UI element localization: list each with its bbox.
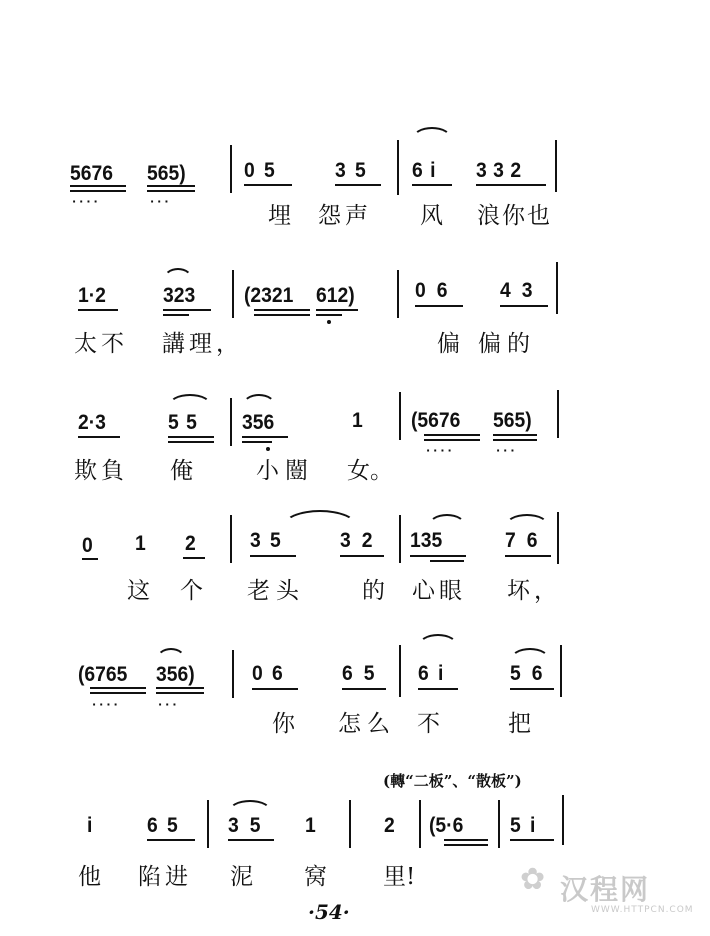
note-group: 356) [156, 663, 195, 686]
barline [399, 392, 401, 440]
note-group: 35 [250, 529, 290, 552]
beam-line [70, 190, 126, 192]
note-group: (6765 [78, 663, 128, 686]
note-group: 06 [415, 279, 459, 302]
note-group: 565) [147, 162, 186, 185]
lyric: 怨声 [318, 203, 372, 229]
barline [397, 140, 399, 195]
lyric: 太不 [74, 331, 128, 357]
beam-line [444, 844, 488, 846]
note-group: 0 [82, 534, 93, 557]
beam-line [163, 314, 189, 316]
barline [207, 800, 209, 848]
note-group: 2·3 [78, 411, 106, 434]
note-group: 2 [384, 814, 395, 837]
beam-line [70, 185, 126, 187]
beam-line [505, 555, 551, 557]
barline [399, 515, 401, 563]
note-group: 43 [500, 279, 544, 302]
beam-line [415, 305, 463, 307]
beam-line [412, 184, 452, 186]
low-octave-dot [327, 320, 331, 324]
lyric: 欺負 [74, 458, 128, 484]
beam-line [254, 314, 310, 316]
beam-line [493, 434, 537, 436]
slur-mark [163, 268, 193, 280]
barline [498, 800, 500, 848]
beam-line [342, 688, 386, 690]
note-group: (2321 [244, 284, 294, 307]
lyric: 偏 [437, 331, 460, 357]
barline [230, 515, 232, 563]
barline [557, 512, 559, 564]
lyric: 这 [127, 578, 150, 604]
note-group: 55 [168, 411, 205, 434]
note-group: (5·6 [429, 814, 464, 837]
beam-line [510, 839, 554, 841]
lyric: 里! [383, 864, 416, 890]
lyric: 泥 [230, 864, 253, 890]
slur-mark [505, 514, 549, 526]
page-number: ·54· [308, 900, 350, 924]
note-group: 35 [335, 159, 375, 182]
slur-mark [242, 394, 276, 406]
note-group: i [87, 814, 93, 837]
beam-line [163, 309, 211, 311]
lyric: 你 [272, 711, 295, 737]
note-group: 323 [163, 284, 196, 307]
beam-line [316, 309, 358, 311]
beam-line [244, 184, 292, 186]
lyric: 心眼 [412, 578, 466, 604]
note-group: 1 [352, 409, 363, 432]
lyric: 怎么 [338, 711, 396, 737]
lyric: 埋 [268, 203, 291, 229]
watermark-swirl-icon: ✿ [520, 862, 546, 897]
lyric: 講理， [162, 331, 243, 357]
barline [397, 270, 399, 318]
lyric: 窝 [304, 864, 327, 890]
beam-line [250, 555, 296, 557]
lyric: 个 [180, 578, 203, 604]
beam-line [183, 557, 205, 559]
beam-line [424, 434, 480, 436]
beam-line [316, 314, 342, 316]
note-group: 2 [185, 532, 196, 555]
beam-line [430, 560, 464, 562]
note-group: 356 [242, 411, 275, 434]
beam-line [410, 555, 466, 557]
beam-line [82, 558, 98, 560]
note-group: 6i [418, 662, 453, 685]
note-group: 76 [505, 529, 549, 552]
beam-line [335, 184, 381, 186]
barline [230, 398, 232, 446]
note-group: 332 [476, 159, 528, 182]
lyric: 把 [508, 711, 531, 737]
beam-line [500, 305, 548, 307]
beam-line [147, 190, 195, 192]
beam-line [444, 839, 488, 841]
watermark-brand: 汉程网 [560, 873, 651, 906]
beam-line [90, 692, 146, 694]
tempo-annotation: (轉“二板”、“散板”) [383, 772, 522, 790]
tie-mark [283, 510, 357, 526]
lyric: 浪你也 [477, 203, 552, 229]
watermark-url: WWW.HTTPCN.COM [591, 905, 694, 915]
barline [232, 650, 234, 698]
note-group: 1·2 [78, 284, 106, 307]
note-group: 612) [316, 284, 355, 307]
beam-line [156, 687, 204, 689]
lyric: 的 [362, 578, 385, 604]
note-group: 1 [135, 532, 146, 555]
note-group: 32 [340, 529, 384, 552]
lyric: 偏的 [478, 331, 536, 357]
note-group: 5i [510, 814, 545, 837]
lyric: 陷进 [138, 864, 192, 890]
beam-line [418, 688, 458, 690]
note-group: 65 [342, 662, 386, 685]
lyric: 俺 [170, 458, 193, 484]
lyric: 不 [417, 711, 440, 737]
lyric: 女。 [347, 458, 393, 484]
note-group: 65 [147, 814, 187, 837]
low-octave-dot [266, 447, 270, 451]
slur-mark [510, 648, 550, 660]
low-octave-dots: ···· [92, 698, 121, 711]
note-group: (5676 [411, 409, 461, 432]
beam-line [147, 839, 195, 841]
beam-line [228, 839, 274, 841]
barline [399, 645, 401, 697]
note-group: 06 [252, 662, 292, 685]
note-group: 6i [412, 159, 443, 182]
low-octave-dots: ··· [150, 195, 172, 208]
slur-mark [228, 800, 272, 812]
beam-line [78, 309, 118, 311]
barline [555, 140, 557, 192]
beam-line [156, 692, 204, 694]
note-group: 1 [305, 814, 316, 837]
beam-line [168, 436, 214, 438]
beam-line [90, 687, 146, 689]
lyric: 他 [78, 864, 101, 890]
slur-mark [156, 648, 186, 660]
note-group: 5676 [70, 162, 113, 185]
note-group: 05 [244, 159, 284, 182]
slur-mark [412, 127, 452, 139]
note-group: 35 [228, 814, 272, 837]
barline [419, 800, 421, 848]
lyric: 坏， [507, 578, 561, 604]
barline [560, 645, 562, 697]
beam-line [424, 439, 480, 441]
low-octave-dots: ···· [72, 195, 101, 208]
beam-line [147, 185, 195, 187]
lyric: 老头 [247, 578, 305, 604]
beam-line [340, 555, 384, 557]
note-group: 565) [493, 409, 532, 432]
beam-line [242, 436, 288, 438]
barline [349, 800, 351, 848]
barline [230, 145, 232, 193]
beam-line [510, 688, 554, 690]
barline [562, 795, 564, 845]
barline [556, 262, 558, 314]
slur-mark [168, 394, 212, 406]
beam-line [78, 436, 120, 438]
low-octave-dots: ···· [426, 444, 455, 457]
note-group: 56 [510, 662, 554, 685]
beam-line [254, 309, 310, 311]
low-octave-dots: ··· [158, 698, 180, 711]
barline [557, 390, 559, 438]
slur-mark [428, 514, 466, 526]
beam-line [476, 184, 546, 186]
barline [232, 270, 234, 318]
beam-line [252, 688, 298, 690]
note-group: 135 [410, 529, 443, 552]
low-octave-dots: ··· [496, 444, 518, 457]
beam-line [242, 441, 272, 443]
lyric: 风 [420, 203, 443, 229]
beam-line [168, 441, 214, 443]
lyric: 小闓 [256, 458, 314, 484]
slur-mark [418, 634, 458, 646]
beam-line [493, 439, 537, 441]
